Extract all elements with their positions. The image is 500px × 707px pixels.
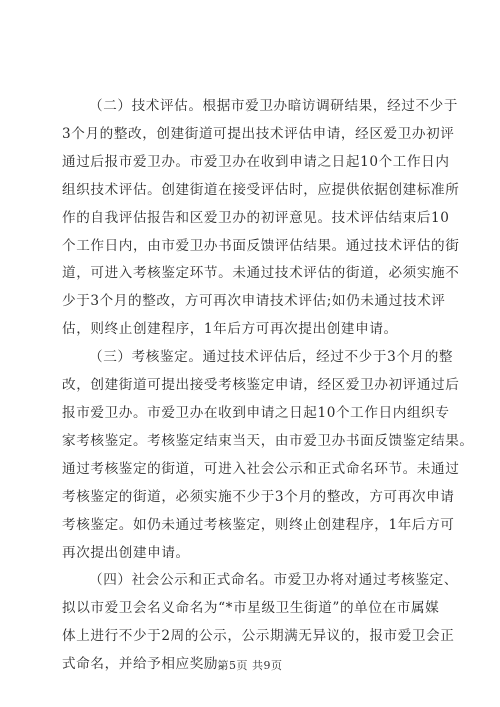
text-line: 道，可进入考核鉴定环节。未通过技术评估的街道，必须实施不 [62,265,460,282]
text-line: 作的自我评估报告和区爱卫办的初评意见。技术评估结束后10 [62,209,450,226]
text-line: 再次提出创建申请。 [62,544,190,561]
text-line: 通过考核鉴定的街道，可进入社会公示和正式命名环节。未通过 [62,460,460,477]
page-number-footer: 第5页 共9页 [217,659,283,672]
text-line: 报市爱卫办。市爱卫办在收到申请之日起10个工作日内组织专 [62,404,450,421]
text-line: 改，创建街道可提出接受考核鉴定申请，经区爱卫办初评通过后 [62,377,460,394]
text-line: 个工作日内，由市爱卫办书面反馈评估结果。通过技术评估的街 [62,237,460,254]
text-line: （三）考核鉴定。通过技术评估后，经过不少于3个月的整 [89,349,454,366]
text-line: （四）社会公示和正式命名。市爱卫办将对通过考核鉴定、 [89,572,459,589]
text-line: 考核鉴定的街道，必须实施不少于3个月的整改，方可再次申请 [62,488,455,505]
text-line: 3个月的整改，创建街道可提出技术评估申请，经区爱卫办初评 [62,125,455,142]
text-line: 通过后报市爱卫办。市爱卫办在收到申请之日起10个工作日内 [62,153,450,170]
document-body [62,93,474,679]
text-line: （二）技术评估。根据市爱卫办暗访调研结果，经过不少于 [89,98,459,114]
text-line: 体上进行不少于2周的公示，公示期满无异议的，报市爱卫会正 [62,628,455,645]
text-line: 组织技术评估。创建街道在接受评估时，应提供依据创建标准所 [62,181,460,198]
paragraph-assessment-appraisal [62,344,474,567]
text-line: 式命名，并给予相应奖励。 [62,656,233,673]
text-line: 拟以市爱卫会名义命名为“*市星级卫生街道”的单位在市属媒 [62,600,440,617]
text-line: 少于3个月的整改，方可再次申请技术评估;如仍未通过技术评 [62,293,446,310]
text-line: 考核鉴定。如仍未通过考核鉴定，则终止创建程序，1年后方可 [62,516,455,533]
text-line: 估，则终止创建程序，1年后方可再次提出创建申请。 [62,321,398,338]
text-line: 家考核鉴定。考核鉴定结束当天，由市爱卫办书面反馈鉴定结果。 [62,432,474,449]
paragraph-technical-evaluation [62,93,460,344]
